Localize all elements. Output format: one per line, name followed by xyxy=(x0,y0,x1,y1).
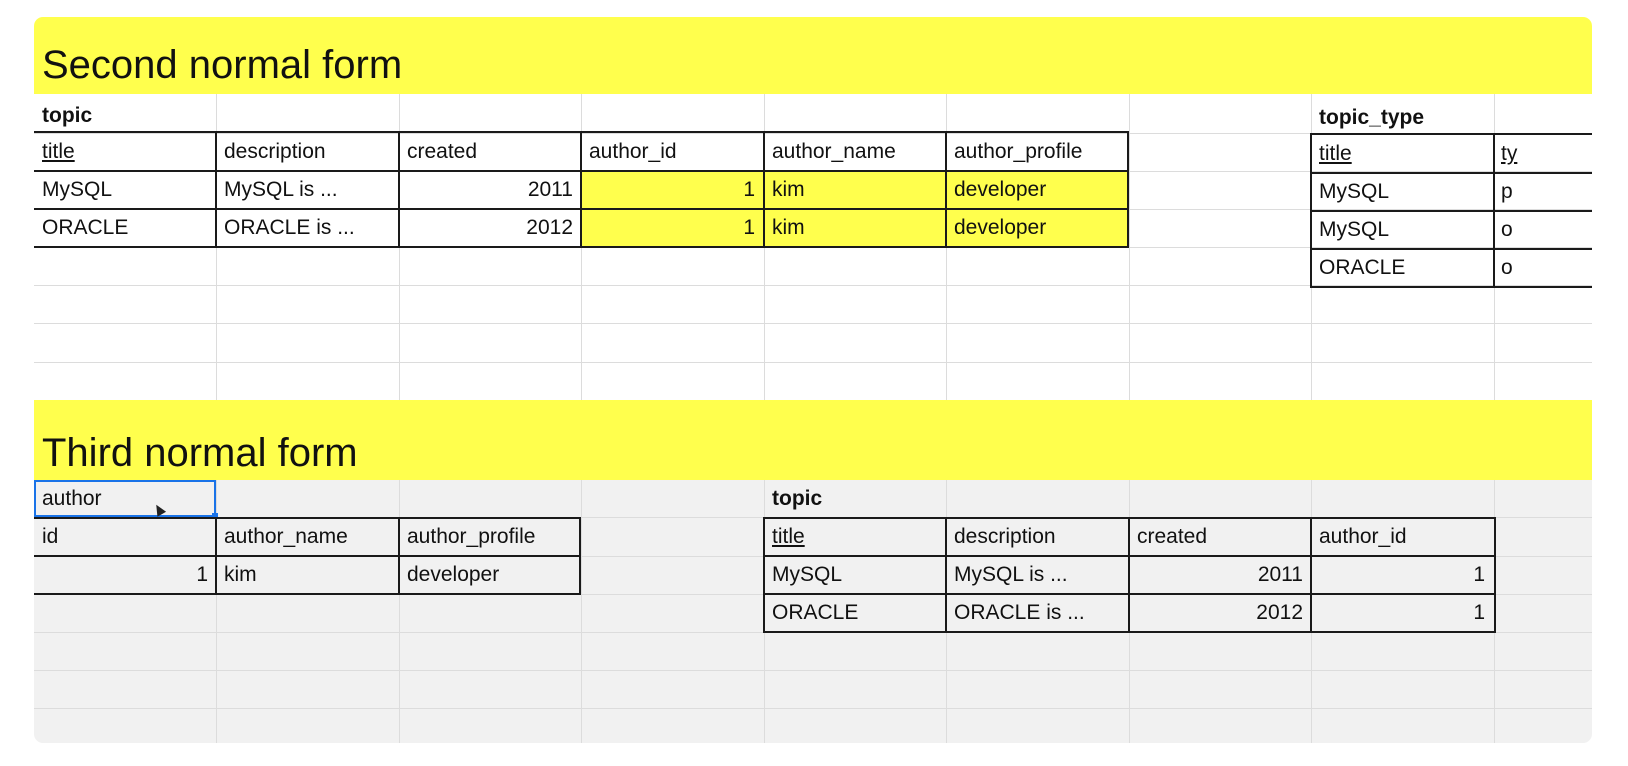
header-cell[interactable]: author_name xyxy=(772,140,896,163)
grid-col-line xyxy=(946,17,947,743)
table-cell[interactable]: 1 xyxy=(196,563,208,586)
header-cell[interactable]: author_id xyxy=(589,140,677,163)
table-row-divider xyxy=(764,593,1494,595)
grid-col-line xyxy=(216,17,217,743)
topic-table-label[interactable]: topic xyxy=(42,104,93,127)
table-column-divider xyxy=(763,133,765,247)
table-cell[interactable]: developer xyxy=(954,216,1047,239)
header-cell[interactable]: id xyxy=(42,525,59,548)
header-cell[interactable]: ty xyxy=(1501,142,1518,165)
table-column-divider xyxy=(215,133,217,247)
table-column-divider xyxy=(580,133,582,247)
table-cell[interactable]: MySQL xyxy=(1319,218,1390,241)
header-cell[interactable]: title xyxy=(42,140,75,163)
header-cell[interactable]: author_id xyxy=(1319,525,1407,548)
table-cell[interactable]: 1 xyxy=(743,178,755,201)
table-cell[interactable]: MySQL is ... xyxy=(224,178,338,201)
table-column-divider xyxy=(1128,518,1130,632)
table-cell[interactable]: kim xyxy=(772,216,805,239)
grid-col-line xyxy=(1494,17,1495,743)
table-cell[interactable]: ORACLE is ... xyxy=(224,216,355,239)
header-cell[interactable]: title xyxy=(1319,142,1352,165)
grid-row-line xyxy=(34,323,1592,324)
table-column-divider xyxy=(1310,518,1312,632)
topic-table-3nf-label[interactable]: topic xyxy=(772,487,823,510)
author-table-label[interactable]: author xyxy=(42,487,102,510)
table-cell[interactable]: ORACLE xyxy=(42,216,129,239)
table-cell[interactable]: p xyxy=(1501,180,1513,203)
table-cell[interactable]: kim xyxy=(224,563,257,586)
grid-row-line xyxy=(34,670,1592,671)
table-column-divider xyxy=(398,133,400,247)
table-cell[interactable]: developer xyxy=(954,178,1047,201)
grid-col-line xyxy=(581,17,582,743)
table-cell[interactable]: MySQL is ... xyxy=(954,563,1068,586)
header-cell[interactable]: description xyxy=(224,140,326,163)
table-row-divider xyxy=(764,555,1494,557)
table-row-divider xyxy=(1311,172,1592,174)
table-cell[interactable]: 1 xyxy=(743,216,755,239)
table-column-divider xyxy=(945,518,947,632)
grid-row-line xyxy=(34,708,1592,709)
grid-col-line xyxy=(399,17,400,743)
grid-col-line xyxy=(764,17,765,743)
header-cell[interactable]: created xyxy=(1137,525,1208,548)
second-nf-banner xyxy=(34,17,1592,94)
header-cell[interactable]: author_profile xyxy=(407,525,536,548)
table-cell[interactable]: MySQL xyxy=(42,178,113,201)
table-cell[interactable]: o xyxy=(1501,218,1513,241)
table-row-divider xyxy=(34,555,580,557)
table-cell[interactable]: 2012 xyxy=(1256,601,1303,624)
table-row-divider xyxy=(34,170,1128,172)
topic-type-table-label[interactable]: topic_type xyxy=(1319,106,1425,129)
table-cell[interactable]: MySQL xyxy=(1319,180,1390,203)
header-cell[interactable]: description xyxy=(954,525,1056,548)
header-cell[interactable]: author_profile xyxy=(954,140,1083,163)
table-row-divider xyxy=(1311,210,1592,212)
third-nf-banner xyxy=(34,400,1592,480)
table-cell[interactable]: 2012 xyxy=(526,216,573,239)
table-row-divider xyxy=(1311,248,1592,250)
table-cell[interactable]: MySQL xyxy=(772,563,843,586)
third-nf-heading: Third normal form xyxy=(42,431,358,475)
grid-col-line xyxy=(1129,17,1130,743)
selected-cell xyxy=(34,480,216,517)
header-cell[interactable]: created xyxy=(407,140,478,163)
table-cell[interactable]: 1 xyxy=(1473,563,1485,586)
table-column-divider xyxy=(945,133,947,247)
grid-row-line xyxy=(34,362,1592,363)
second-nf-heading: Second normal form xyxy=(42,43,403,87)
table-cell[interactable]: ORACLE xyxy=(1319,256,1406,279)
table-cell[interactable]: 2011 xyxy=(527,178,573,201)
table-cell[interactable]: 1 xyxy=(1473,601,1485,624)
spreadsheet[interactable] xyxy=(34,17,1592,743)
table-cell[interactable]: kim xyxy=(772,178,805,201)
table-cell[interactable]: developer xyxy=(407,563,500,586)
table-cell[interactable]: ORACLE xyxy=(772,601,859,624)
table-cell[interactable]: 2011 xyxy=(1257,563,1303,586)
table-cell[interactable]: ORACLE is ... xyxy=(954,601,1085,624)
table-cell[interactable]: o xyxy=(1501,256,1513,279)
header-cell[interactable]: author_name xyxy=(224,525,348,548)
table-row-divider xyxy=(34,208,1128,210)
header-cell[interactable]: title xyxy=(772,525,805,548)
